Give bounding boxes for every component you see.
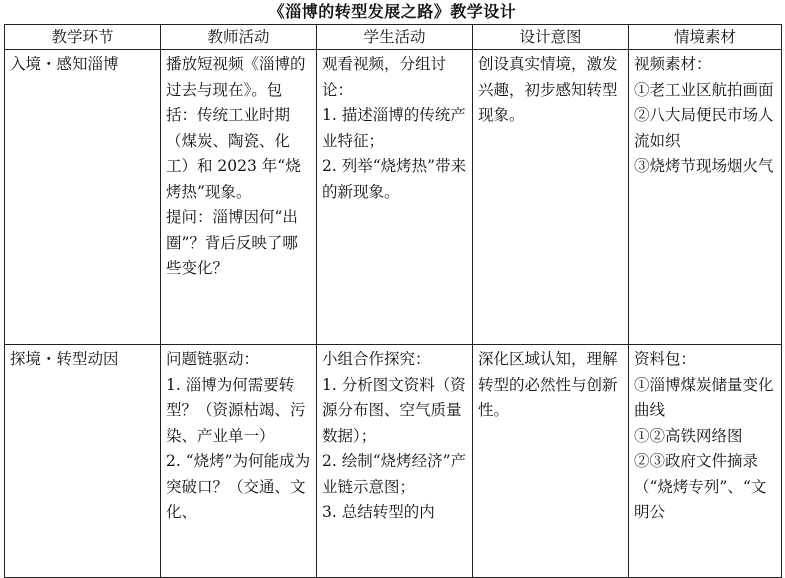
- material-cell: 视频素材： ①老工业区航拍画面 ②八大局便民市场人流如织 ③烧烤节现场烟火气: [629, 50, 782, 345]
- header-teacher: 教师活动: [161, 25, 317, 50]
- header-intent: 设计意图: [473, 25, 629, 50]
- teacher-activity-cell: 播放短视频《淄博的过去与现在》。包括：传统工业时期（煤炭、陶瓷、化工）和 2023 年“烧烤热”现象。 提问：淄博因何“出圈”？背后反映了哪些变化？: [161, 50, 317, 345]
- document-title: 《淄博的转型发展之路》教学设计: [268, 2, 517, 21]
- lesson-plan-table: [4, 24, 782, 578]
- material-cell: 资料包： ①淄博煤炭储量变化曲线 ①②高铁网络图 ②③政府文件摘录（“烧烤专列”、“文明公: [629, 345, 782, 578]
- student-activity-cell: 小组合作探究： 1. 分析图文资料（资源分布图、空气质量数据）； 2. 绘制“烧烤经济”产业链示意图； 3. 总结转型的内: [317, 345, 473, 578]
- student-activity-cell: 观看视频，分组讨论： 1. 描述淄博的传统产业特征； 2. 列举“烧烤热”带来的新现象。: [317, 50, 473, 345]
- design-intent-cell: 创设真实情境，激发兴趣，初步感知转型现象。: [473, 50, 629, 345]
- design-intent-cell: 深化区域认知，理解转型的必然性与创新性。: [473, 345, 629, 578]
- teacher-activity-cell: 问题链驱动： 1. 淄博为何需要转型？（资源枯竭、污染、产业单一） 2. “烧烤”为何能成为突破口？（交通、文化、: [161, 345, 317, 578]
- table-header-row: [5, 25, 782, 50]
- header-stage: 教学环节: [5, 25, 161, 50]
- stage-cell: 入境・感知淄博: [5, 50, 161, 345]
- table-row: [5, 50, 782, 345]
- stage-cell: 探境・转型动因: [5, 345, 161, 578]
- table-row: [5, 345, 782, 578]
- header-student: 学生活动: [317, 25, 473, 50]
- header-material: 情境素材: [629, 25, 782, 50]
